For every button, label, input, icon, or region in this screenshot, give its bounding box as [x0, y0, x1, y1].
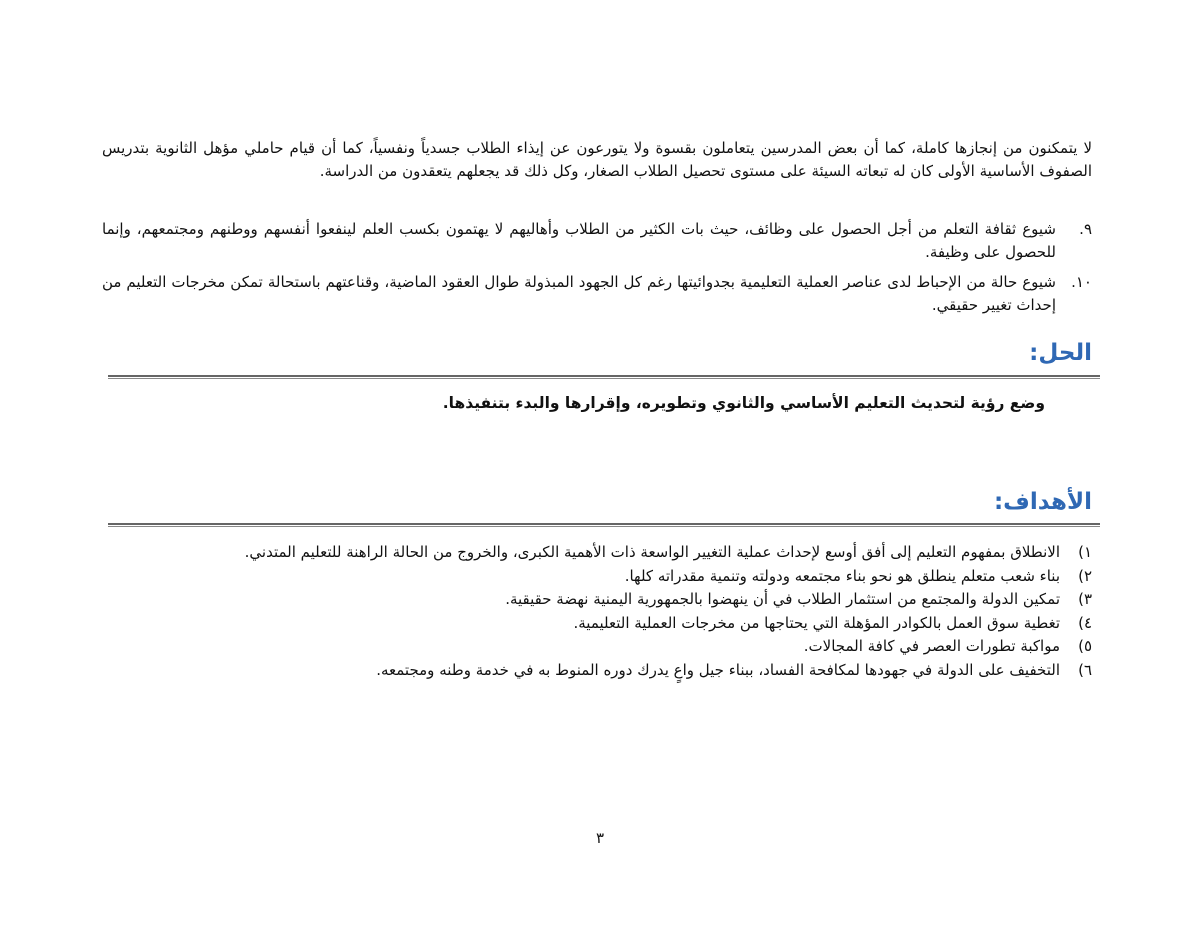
item-text: شيوع حالة من الإحباط لدى عناصر العملية التعليمية بجدوائيتها رغم كل الجهود المبذولة طوال العقود الماضية، وقناعتهم باستحالة تمكن مخرجات التعليم من إحداث تغيير حقيقي.	[102, 273, 1056, 314]
goal-text: تمكين الدولة والمجتمع من استثمار الطلاب في أن ينهضوا بالجمهورية اليمنية نهضة حقيقية.	[505, 590, 1060, 608]
goal-item	[92, 635, 1092, 659]
solution-text: وضع رؤية لتحديث التعليم الأساسي والثانوي وتطويره، وإقرارها والبدء بتنفيذها.	[442, 394, 1045, 412]
goal-text: الانطلاق بمفهوم التعليم إلى أفق أوسع لإحداث عملية التغيير الواسعة ذات الأهمية الكبرى، والخروج من الحالة الراهنة للتعليم المتدني.	[244, 543, 1060, 561]
section-divider	[108, 523, 1100, 527]
section-divider	[108, 375, 1100, 379]
goal-item	[92, 541, 1092, 565]
item-number: ٩.	[1079, 220, 1092, 238]
goal-number: ٢)	[1078, 566, 1092, 585]
intro-paragraph: لا يتمكنون من إنجازها كاملة، كما أن بعض المدرسين يتعاملون بقسوة ولا يتورعون عن إيذاء الطلاب جسدياً ونفسياً، كما أن قيام حاملي مؤهل الثانوية بتدريس الصفوف الأساسية الأولى كان له تبعاته السيئة على مستوى تحصيل الطلاب الصغار، وكل ذلك قد يجعلهم يتعقدون من الدراسة.	[102, 139, 1092, 180]
goals-list	[92, 541, 1092, 682]
goal-text: بناء شعب متعلم ينطلق هو نحو بناء مجتمعه ودولته وتنمية مقدراته كلها.	[624, 566, 1060, 585]
goal-number: ٥)	[1078, 637, 1092, 655]
goal-item	[92, 659, 1092, 683]
item-text: شيوع ثقافة التعلم من أجل الحصول على وظائف، حيث بات الكثير من الطلاب وأهاليهم لا يهتمون بكسب العلم لينفعوا أنفسهم ووطنهم ومجتمعهم، وإنما للحصول على وظيفة.	[102, 220, 1056, 261]
list-item	[102, 218, 1092, 264]
goal-number: ٤)	[1078, 613, 1092, 632]
item-number: ١٠.	[1071, 273, 1092, 291]
page-number: ٣	[595, 829, 605, 847]
goal-number: ١)	[1078, 543, 1092, 561]
goal-number: ٦)	[1078, 660, 1092, 679]
goal-item	[92, 612, 1092, 636]
goal-text: تغطية سوق العمل بالكوادر المؤهلة التي يحتاجها من مخرجات العملية التعليمية.	[573, 613, 1060, 632]
list-item	[102, 271, 1092, 317]
goal-text: مواكبة تطورات العصر في كافة المجالات.	[803, 637, 1060, 655]
goal-number: ٣)	[1078, 590, 1092, 608]
goal-item	[92, 565, 1092, 589]
goals-heading: الأهداف:	[993, 489, 1092, 515]
goal-text: التخفيف على الدولة في جهودها لمكافحة الفساد، ببناء جيل واعٍ يدرك دوره المنوط به في خدمة وطنه ومجتمعه.	[376, 660, 1060, 679]
goal-item	[92, 588, 1092, 612]
solution-heading: الحل:	[1029, 340, 1092, 366]
